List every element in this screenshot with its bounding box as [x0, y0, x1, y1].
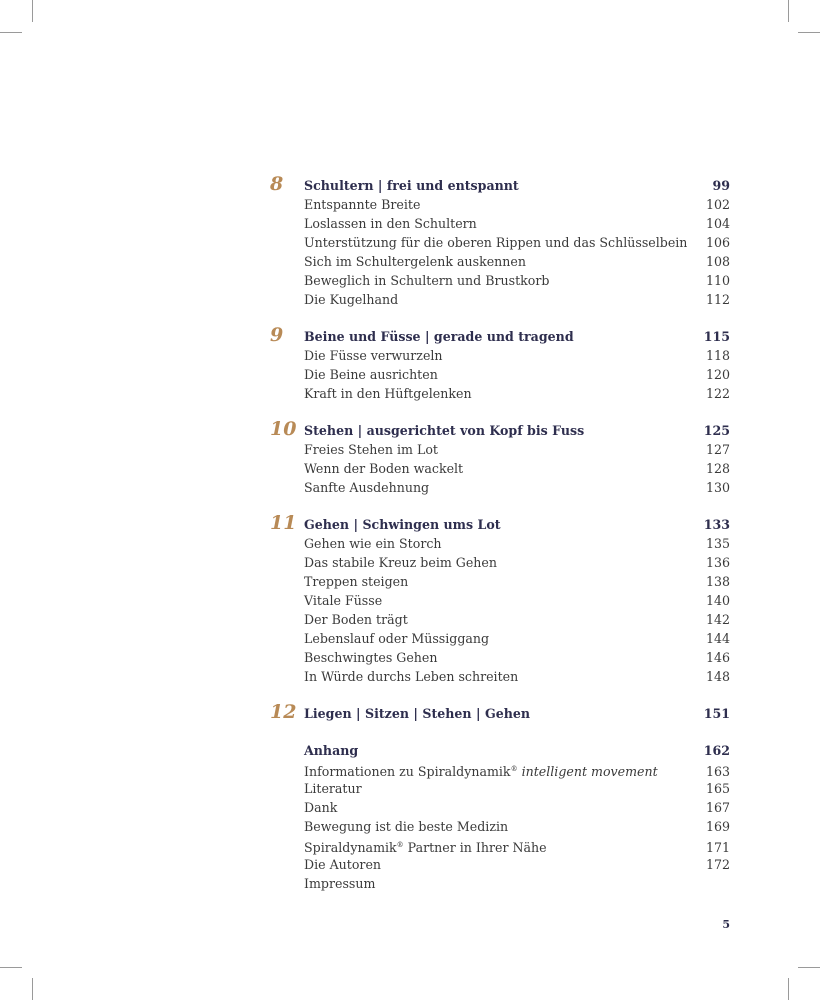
page-number: 127 [705, 442, 730, 457]
toc-entry[interactable] [304, 214, 730, 233]
entry-title: Die Beine ausrichten [304, 367, 438, 382]
crop-mark [788, 978, 789, 1000]
toc-entry[interactable] [304, 233, 730, 252]
page-number: 151 [703, 706, 730, 721]
chapter-title: Schultern | frei und entspannt [304, 178, 519, 193]
chapter-heading[interactable] [304, 176, 730, 195]
toc-entry[interactable] [304, 365, 730, 384]
toc-entry[interactable] [304, 836, 730, 855]
page-number: 122 [705, 386, 730, 401]
chapter-title: Beine und Füsse | gerade und tragend [304, 329, 574, 344]
toc-entry[interactable] [304, 459, 730, 478]
chapter-number: 8 [270, 173, 284, 195]
page-number: 115 [703, 329, 730, 344]
entry-title: Gehen wie ein Storch [304, 536, 442, 551]
chapter-title: Gehen | Schwingen ums Lot [304, 517, 501, 532]
toc-entry[interactable] [304, 667, 730, 686]
entry-title: Lebenslauf oder Müssiggang [304, 631, 490, 646]
page-number: 102 [705, 197, 730, 212]
toc-entry[interactable] [304, 855, 730, 874]
page-number: 171 [705, 840, 730, 855]
entry-title: Der Boden trägt [304, 612, 408, 627]
entry-title: Die Autoren [304, 857, 382, 872]
chapter-heading[interactable] [304, 421, 730, 440]
entry-title: Loslassen in den Schultern [304, 216, 477, 231]
page-number: 163 [705, 764, 730, 779]
chapter-heading[interactable] [304, 327, 730, 346]
crop-mark [0, 967, 22, 968]
toc-entry[interactable] [304, 817, 730, 836]
page-number: 130 [705, 480, 730, 495]
registered-mark: ® [396, 841, 404, 849]
page-number: 135 [705, 536, 730, 551]
page-number: 162 [703, 743, 730, 758]
toc-entry[interactable] [304, 648, 730, 667]
page-number: 142 [705, 612, 730, 627]
chapter-number: 9 [270, 324, 284, 346]
entry-title: Treppen steigen [304, 574, 409, 589]
entry-title: Kraft in den Hüftgelenken [304, 386, 472, 401]
page-number: 118 [705, 348, 730, 363]
toc-entry[interactable] [304, 553, 730, 572]
entry-title: Literatur [304, 781, 362, 796]
entry-title: Das stabile Kreuz beim Gehen [304, 555, 497, 570]
chapter-heading[interactable] [304, 704, 730, 723]
page-number: 172 [705, 857, 730, 872]
toc-entry[interactable] [304, 346, 730, 365]
crop-mark [788, 0, 789, 22]
toc-entry[interactable] [304, 290, 730, 309]
table-of-contents [270, 173, 730, 911]
toc-entry[interactable] [304, 760, 730, 779]
chapter-number: 11 [270, 512, 297, 534]
entry-title: Die Füsse verwurzeln [304, 348, 443, 363]
page-number: 148 [705, 669, 730, 684]
entry-title: Dank [304, 800, 338, 815]
entry-title: Die Kugelhand [304, 292, 399, 307]
toc-entry[interactable] [304, 779, 730, 798]
crop-mark [798, 967, 820, 968]
entry-title: Freies Stehen im Lot [304, 442, 438, 457]
toc-entry[interactable] [304, 591, 730, 610]
chapter-8 [270, 173, 730, 309]
page-number: 144 [705, 631, 730, 646]
chapter-heading[interactable] [304, 515, 730, 534]
chapter-10 [270, 418, 730, 497]
entry-title: Beschwingtes Gehen [304, 650, 438, 665]
toc-entry[interactable] [304, 195, 730, 214]
page-number: 136 [705, 555, 730, 570]
toc-entry[interactable] [304, 271, 730, 290]
appendix-section [270, 741, 730, 893]
toc-entry[interactable] [304, 874, 730, 893]
page-number: 125 [703, 423, 730, 438]
chapter-11 [270, 512, 730, 686]
chapter-title: Stehen | ausgerichtet von Kopf bis Fuss [304, 423, 585, 438]
page-number: 110 [705, 273, 730, 288]
page-number: 112 [705, 292, 730, 307]
crop-mark [32, 0, 33, 22]
entry-title: Impressum [304, 876, 376, 891]
registered-mark: ® [510, 765, 518, 773]
crop-mark [798, 32, 820, 33]
page-number: 106 [705, 235, 730, 250]
crop-mark [0, 32, 22, 33]
entry-title: In Würde durchs Leben schreiten [304, 669, 519, 684]
toc-entry[interactable] [304, 252, 730, 271]
crop-mark [32, 978, 33, 1000]
entry-title: Informationen zu Spiraldynamik® intelligent movement [304, 764, 658, 779]
appendix-heading[interactable] [304, 741, 730, 760]
page-number: 120 [705, 367, 730, 382]
toc-entry[interactable] [304, 572, 730, 591]
chapter-title: Liegen | Sitzen | Stehen | Gehen [304, 706, 531, 721]
entry-title: Spiraldynamik® Partner in Ihrer Nähe [304, 840, 547, 855]
entry-title: Bewegung ist die beste Medizin [304, 819, 509, 834]
toc-entry[interactable] [304, 440, 730, 459]
page-number: 128 [705, 461, 730, 476]
appendix-title: Anhang [304, 743, 359, 758]
entry-title: Unterstützung für die oberen Rippen und das Schlüsselbein [304, 235, 688, 250]
entry-title: Sich im Schultergelenk auskennen [304, 254, 526, 269]
chapter-9 [270, 324, 730, 403]
page-number: 138 [705, 574, 730, 589]
page-number: 133 [703, 517, 730, 532]
page-number: 108 [705, 254, 730, 269]
entry-title: Entspannte Breite [304, 197, 421, 212]
toc-entry[interactable] [304, 384, 730, 403]
toc-entry[interactable] [304, 629, 730, 648]
page-number: 99 [712, 178, 730, 193]
entry-title: Sanfte Ausdehnung [304, 480, 430, 495]
entry-title: Vitale Füsse [304, 593, 383, 608]
page-number: 167 [705, 800, 730, 815]
page-number: 146 [705, 650, 730, 665]
toc-entry[interactable] [304, 610, 730, 629]
chapter-12 [270, 701, 730, 723]
page-folio: 5 [722, 918, 730, 931]
page-number: 169 [705, 819, 730, 834]
toc-entry[interactable] [304, 534, 730, 553]
page-number: 104 [705, 216, 730, 231]
chapter-number: 10 [270, 418, 297, 440]
entry-title: Beweglich in Schultern und Brustkorb [304, 273, 550, 288]
entry-title: Wenn der Boden wackelt [304, 461, 464, 476]
page-number: 140 [705, 593, 730, 608]
toc-entry[interactable] [304, 478, 730, 497]
chapter-number: 12 [270, 701, 297, 723]
page-number: 165 [705, 781, 730, 796]
toc-entry[interactable] [304, 798, 730, 817]
